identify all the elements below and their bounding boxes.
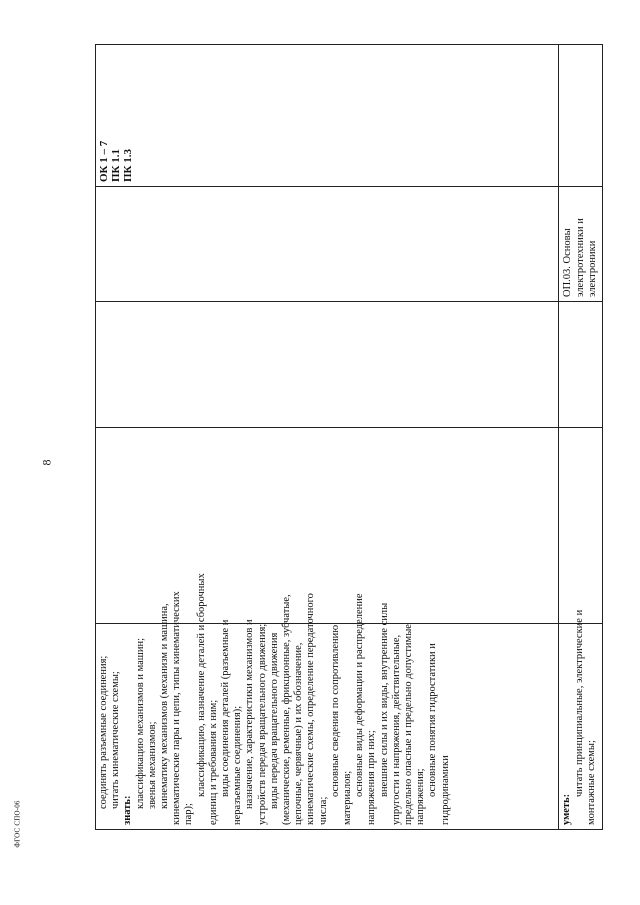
text-line: единиц и требования к ним; <box>207 699 219 825</box>
discipline-line: электротехники и <box>574 218 586 297</box>
curriculum-table <box>95 44 603 830</box>
table-cell-competencies <box>96 45 559 187</box>
text-line: числа; <box>317 796 329 825</box>
text-line: кинематические схемы, определение передаточного <box>305 593 317 825</box>
text-line: классификацию механизмов и машин; <box>134 637 146 809</box>
text-line: звенья механизмов; <box>146 721 158 809</box>
text-line: неразъемные соединения); <box>232 705 244 825</box>
table-cell-discipline <box>559 187 603 302</box>
table-cell-empty-4 <box>96 187 559 302</box>
text-line: виды передач вращательного движения <box>268 632 280 809</box>
table-row <box>96 45 559 830</box>
text-line: соединять разъемные соединения; <box>98 655 109 809</box>
footer-code: ФГОС СПО-06 <box>13 800 22 848</box>
text-line: напряжения; <box>415 768 427 825</box>
table-cell-knowledge <box>96 573 559 830</box>
text-line: пар); <box>183 803 195 825</box>
competency-list <box>96 45 136 186</box>
text-line: читать кинематические схемы; <box>110 671 122 809</box>
page-number: 8 <box>39 459 54 466</box>
knowledge-list <box>96 573 454 829</box>
text-line: устройств передач вращательного движения; <box>256 623 268 825</box>
text-line: знать: <box>122 795 134 825</box>
text-line: классификацию, назначение деталей и сборочных <box>195 573 207 797</box>
text-line: монтажные схемы; <box>585 740 597 825</box>
table-cell-empty-3b <box>559 302 603 428</box>
text-line: основные виды деформации и распределение <box>354 593 366 797</box>
text-line: напряжения при них; <box>366 730 378 825</box>
skills-list <box>559 609 600 829</box>
competency-pk-1-1: ПК 1.1 <box>110 148 122 182</box>
table-cell-skills <box>559 609 603 830</box>
text-line: материалов; <box>342 770 354 825</box>
competency-ok: ОК 1 – 7 <box>98 140 110 182</box>
text-line: упругости и напряжения, действительные, <box>390 634 402 825</box>
rotated-table <box>95 50 603 830</box>
competency-pk-1-3: ПК 1.3 <box>122 148 134 182</box>
text-line: внешние силы и их виды, внутренние силы <box>378 602 390 797</box>
discipline-line: электроники <box>586 240 598 297</box>
text-line: кинематику механизмов (механизм и машина, <box>159 603 171 809</box>
discipline-line: ОП.03. Основы <box>562 228 574 297</box>
text-line: основные сведения по сопротивлению <box>329 624 341 797</box>
text-line: основные понятия гидростатики и <box>427 643 439 797</box>
text-line: предельно опасные и предельно допустимые <box>403 624 415 825</box>
text-line: цепочные, червячные) и их обозначение, <box>293 642 305 825</box>
text-line: виды соединения деталей (разъемные и <box>220 619 232 797</box>
text-line: уметь: <box>561 793 573 825</box>
table-cell-empty-5b <box>559 45 603 187</box>
text-line: читать принципиальные, электрические и <box>573 609 585 797</box>
table-cell-empty-3 <box>96 302 559 428</box>
discipline-name <box>559 187 602 301</box>
table-cell-empty-2 <box>96 428 559 624</box>
text-line: гидродинамики <box>439 755 451 825</box>
text-line: кинематические пары и цепи, типы кинематических <box>171 591 183 825</box>
text-line: (механические, ременные, фрикционные, зубчатые, <box>281 594 293 825</box>
table-row <box>559 45 603 830</box>
table-cell-empty-2b <box>559 428 603 624</box>
text-line: назначение, характеристики механизмов и <box>244 619 256 809</box>
